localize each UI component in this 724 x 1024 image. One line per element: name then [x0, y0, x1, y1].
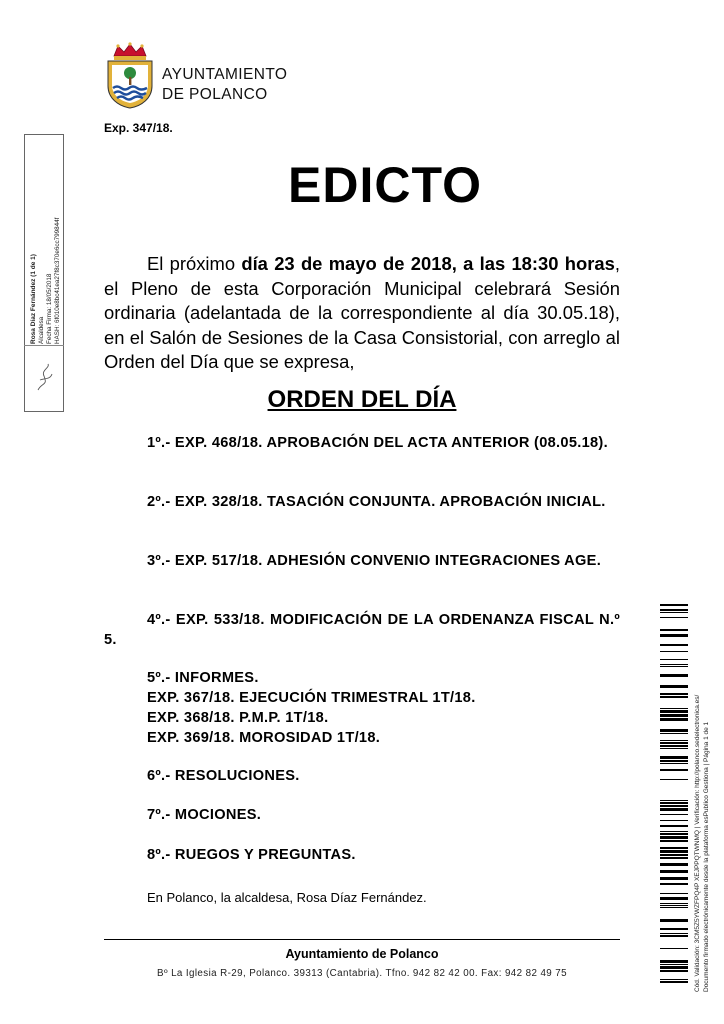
validation-code-text: Cód. Validación: 3CM5Z5YWZFPQ4P XEJPPQTWNMQ | Verificación: http://polanco.sedelectronica.es/ [694, 694, 701, 992]
validation-barcode [660, 604, 688, 988]
signature-line: En Polanco, la alcaldesa, Rosa Díaz Fernández. [147, 890, 427, 905]
agenda-title: ORDEN DEL DÍA [267, 386, 457, 413]
stamp-date: Fecha Firma: 18/05/2018 [46, 273, 53, 344]
stamp-divider [24, 345, 64, 346]
intro-paragraph [104, 252, 620, 375]
agenda-item-2: 2º.- EXP. 328/18. TASACIÓN CONJUNTA. APROBACIÓN INICIAL. [147, 494, 606, 510]
intro-date-bold: día 23 de mayo de 2018, a las 18:30 horas [241, 253, 615, 274]
stamp-signer: Rosa Díaz Fernández (1 de 1) [30, 254, 37, 344]
agenda-sub-item: EXP. 368/18. P.M.P. 1T/18. [147, 710, 329, 726]
coat-of-arms-logo [104, 42, 156, 110]
agenda-item-8: 8º.- RUEGOS Y PREGUNTAS. [147, 847, 356, 863]
agenda-item-7: 7º.- MOCIONES. [147, 807, 262, 823]
agenda-item-3: 3º.- EXP. 517/18. ADHESIÓN CONVENIO INTEGRACIONES AGE. [147, 553, 602, 569]
agenda-item-4: 4º.- EXP. 533/18. MODIFICACIÓN DE LA ORDENANZA FISCAL N.º 5. [104, 612, 620, 648]
signature-scribble-icon [34, 362, 56, 394]
footer-org-name: Ayuntamiento de Polanco [285, 947, 439, 961]
agenda-sub-item: EXP. 369/18. MOROSIDAD 1T/18. [147, 730, 381, 746]
document-title: EDICTO [288, 157, 482, 213]
intro-text-1: El próximo [147, 253, 242, 274]
agenda-item-1: 1º.- EXP. 468/18. APROBACIÓN DEL ACTA ANTERIOR (08.05.18). [147, 435, 608, 451]
agenda-item-5: 5º.- INFORMES. [147, 670, 259, 686]
expedient-number: Exp. 347/18. [104, 121, 173, 135]
validation-platform-text: Documento firmado electrónicamente desde la plataforma esPublico Gestiona | Página 1 de 1 [703, 721, 710, 992]
stamp-hash: HASH: 6f010e8bc41ea27f8c370e6cc799844f [54, 217, 61, 344]
agenda-item-6: 6º.- RESOLUCIONES. [147, 768, 300, 784]
org-name-line2: DE POLANCO [162, 86, 268, 103]
footer-address: Bº La Iglesia R-29, Polanco. 39313 (Cantabria). Tfno. 942 82 42 00. Fax: 942 82 49 75 [157, 968, 567, 979]
stamp-role: Alcaldesa [38, 316, 45, 344]
org-name-line1: AYUNTAMIENTO [162, 66, 288, 83]
agenda-sub-item: EXP. 367/18. EJECUCIÓN TRIMESTRAL 1T/18. [147, 690, 476, 706]
footer-divider [104, 939, 620, 940]
intro-text-2: , el Pleno de esta Corporación Municipal celebrará Sesión ordinaria (adelantada de la correspondiente al día 30.05.18), en el Salón de Sesiones de la Casa Consistorial, con arreglo al Orden del Día que se expresa, [104, 253, 620, 372]
